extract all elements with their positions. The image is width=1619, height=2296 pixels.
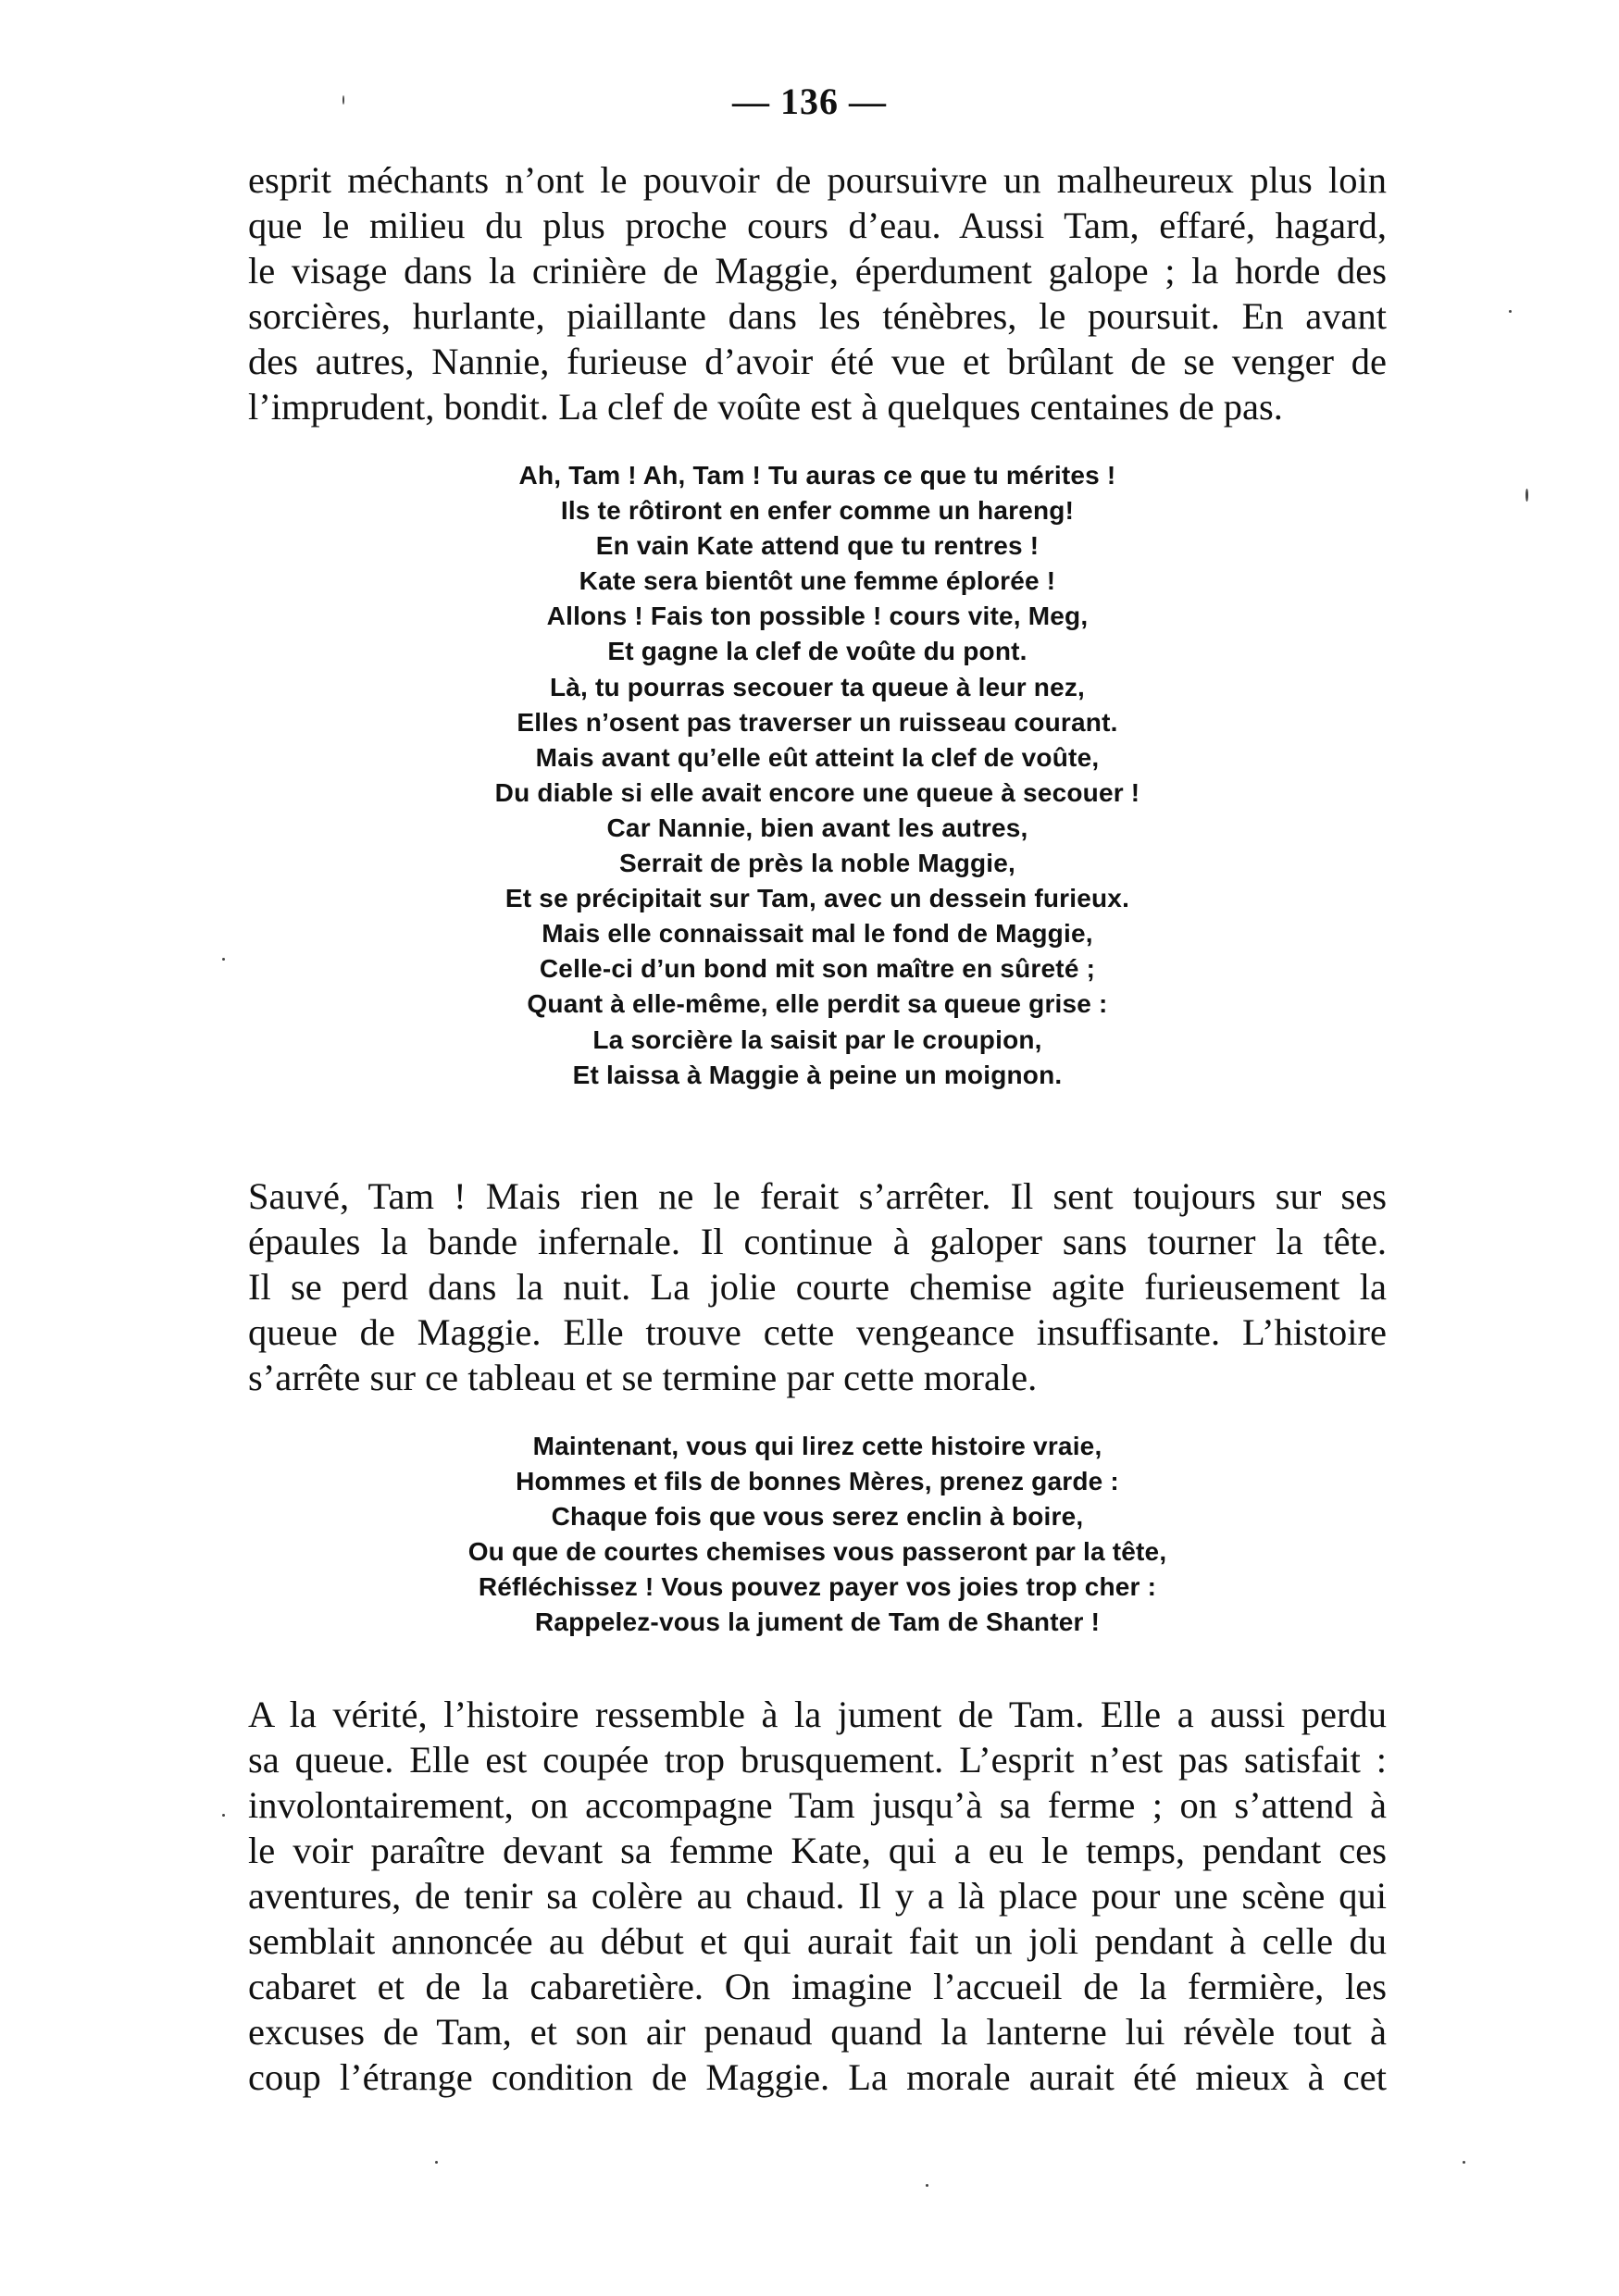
text-line: esprit méchants n’ont le pouvoir de poursuivre un malheureux plus loin [248, 159, 1387, 201]
text-line: queue de Maggie. Elle trouve cette vengeance insuffisante. L’histoire [248, 1311, 1387, 1353]
text-line: excuses de Tam, et son air penaud quand la lanterne lui révèle tout à [248, 2011, 1387, 2053]
verse-line: Et gagne la clef de voûte du pont. [607, 637, 1027, 666]
text-line: coup l’étrange condition de Maggie. La morale aurait été mieux à cet [248, 2056, 1387, 2098]
verse-line: Kate sera bientôt une femme éplorée ! [579, 566, 1056, 596]
text-line: s’arrête sur ce tableau et se termine par cette morale. [248, 1357, 1038, 1398]
page-number: — 136 — [732, 81, 887, 122]
text-line: le voir paraître devant sa femme Kate, qui a eu le temps, pendant ces [248, 1830, 1387, 1871]
text-line: semblait annoncée au début et qui aurait fait un joli pendant à celle du [248, 1920, 1387, 1962]
scan-speck [222, 958, 225, 961]
scan-speck [1509, 310, 1512, 313]
scan-speck [1463, 2161, 1465, 2164]
text-line: que le milieu du plus proche cours d’eau. Aussi Tam, effaré, hagard, [248, 205, 1387, 246]
text-line: sa queue. Elle est coupée trop brusquement. L’esprit n’est pas satisfait : [248, 1739, 1387, 1781]
verse-line: En vain Kate attend que tu rentres ! [595, 531, 1040, 561]
verse-line: Là, tu pourras secouer ta queue à leur nez, [549, 672, 1086, 701]
verse-block-1 [248, 458, 1387, 1093]
scan-speck [222, 1814, 225, 1817]
text-line: aventures, de tenir sa colère au chaud. Il y a là place pour une scène qui [248, 1875, 1387, 1917]
verse-line: Ah, Tam ! Ah, Tam ! Tu auras ce que tu mérites ! [518, 461, 1116, 490]
scan-speck [1526, 489, 1528, 502]
text-line: involontairement, on accompagne Tam jusqu’à sa ferme ; on s’attend à [248, 1784, 1387, 1826]
verse-line: Maintenant, vous qui lirez cette histoire vraie, [532, 1432, 1102, 1460]
verse-line: Serrait de près la noble Maggie, [618, 849, 1016, 878]
prose-paragraph-1 [248, 157, 1387, 429]
text-line: Sauvé, Tam ! Mais rien ne le ferait s’arrêter. Il sent toujours sur ses [248, 1175, 1387, 1217]
verse-line: Car Nannie, bien avant les autres, [606, 813, 1028, 842]
verse-line: La sorcière la saisit par le croupion, [592, 1024, 1042, 1054]
verse-line: Mais avant qu’elle eût atteint la clef de voûte, [535, 742, 1100, 772]
text-line: Il se perd dans la nuit. La jolie courte chemise agite furieusement la [248, 1266, 1387, 1308]
verse-line: Ils te rôtiront en enfer comme un hareng! [560, 496, 1075, 526]
text-line: A la vérité, l’histoire ressemble à la jument de Tam. Elle a aussi perdu [248, 1694, 1387, 1735]
prose-paragraph-3 [248, 1692, 1387, 2100]
scan-speck [342, 95, 344, 105]
text-line: l’imprudent, bondit. La clef de voûte est à quelques centaines de pas. [248, 386, 1283, 428]
verse-line: Rappelez-vous la jument de Tam de Shanter ! [534, 1607, 1101, 1637]
verse-line: Celle-ci d’un bond mit son maître en sûreté ; [539, 954, 1096, 984]
text-line: le visage dans la crinière de Maggie, éperdument galope ; la horde des [248, 250, 1387, 292]
verse-block-2 [248, 1429, 1387, 1641]
verse-line: Mais elle connaissait mal le fond de Maggie, [542, 919, 1093, 949]
text-line: sorcières, hurlante, piaillante dans les ténèbres, le poursuit. En avant [248, 295, 1387, 337]
text-line: épaules la bande infernale. Il continue à galoper sans tourner la tête. [248, 1221, 1387, 1262]
verse-line: Quant à elle-même, elle perdit sa queue grise : [527, 989, 1108, 1019]
verse-line: Du diable si elle avait encore une queue à secouer ! [494, 777, 1140, 807]
verse-line: Elles n’osent pas traverser un ruisseau courant. [517, 707, 1118, 737]
scan-speck [926, 2184, 928, 2187]
verse-line: Et se précipitait sur Tam, avec un dessein furieux. [504, 884, 1130, 913]
verse-line: Réfléchissez ! Vous pouvez payer vos joies trop cher : [478, 1572, 1157, 1602]
text-line: des autres, Nannie, furieuse d’avoir été vue et brûlant de se venger de [248, 341, 1387, 382]
verse-line: Ou que de courtes chemises vous passeront par la tête, [467, 1537, 1167, 1567]
verse-line: Et laissa à Maggie à peine un moignon. [572, 1060, 1063, 1089]
verse-line: Chaque fois que vous serez enclin à boire, [551, 1502, 1084, 1532]
prose-paragraph-2 [248, 1173, 1387, 1400]
scan-speck [435, 2161, 438, 2164]
verse-line: Hommes et fils de bonnes Mères, prenez garde : [516, 1467, 1119, 1496]
verse-line: Allons ! Fais ton possible ! cours vite, Meg, [546, 602, 1089, 631]
text-line: cabaret et de la cabaretière. On imagine l’accueil de la fermière, les [248, 1966, 1387, 2007]
